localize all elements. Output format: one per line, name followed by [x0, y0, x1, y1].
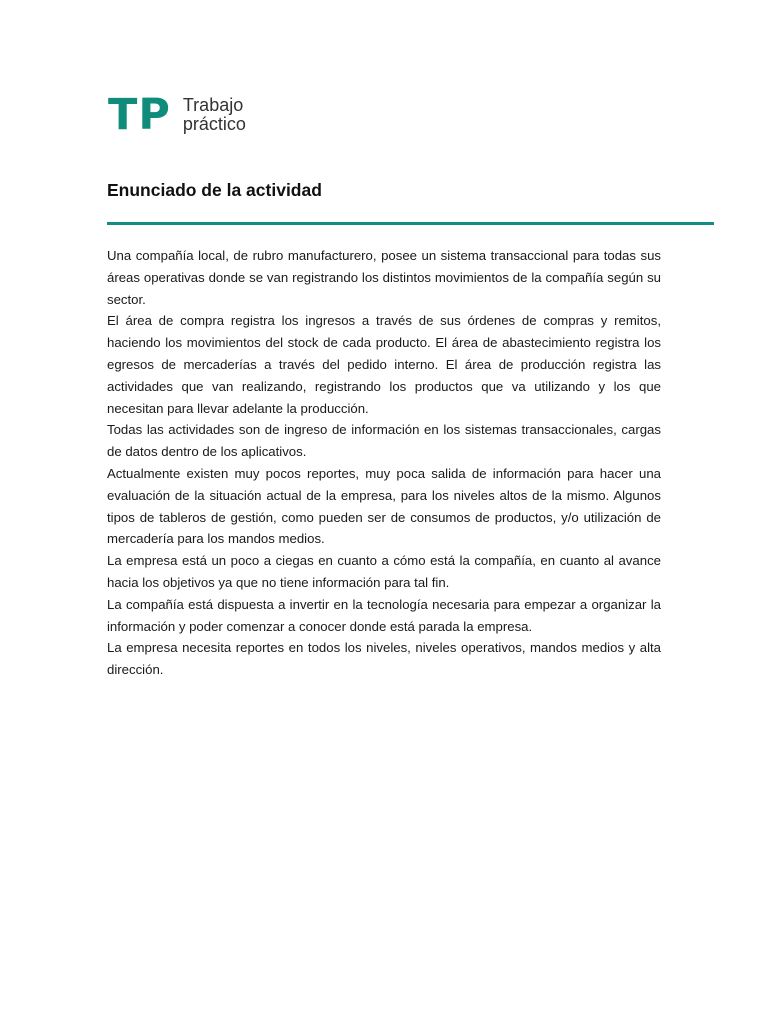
paragraph-7: La empresa necesita reportes en todos los niveles, niveles operativos, mandos medios y alta dirección.: [107, 640, 661, 678]
logo-word-practico: práctico: [182, 114, 246, 134]
logo-mark: TP: [108, 90, 171, 140]
activity-statement: [107, 245, 661, 681]
paragraph-6: La compañía está dispuesta a invertir en la tecnología necesaria para empezar a organizar la información y poder comenzar a conocer donde está parada la empresa.: [107, 596, 661, 634]
paragraph-2: El área de compra registra los ingresos a través de sus órdenes de compras y remitos, haciendo los movimientos del stock de cada producto. El área de abastecimiento registra los egresos de mercaderías a través del pedido interno. El área de producción registra las actividades que van realizando, registrando los productos que va utilizando y los que necesitan para llevar adelante la producción.: [107, 313, 661, 416]
tp-logo: [108, 90, 246, 140]
paragraph-5: La empresa está un poco a ciegas en cuanto a cómo está la compañía, en cuanto al avance hacia los objetivos ya que no tiene información para tal fin.: [107, 553, 661, 590]
section-title: Enunciado de la actividad: [107, 180, 322, 200]
logo-wordmark: [183, 96, 246, 134]
title-divider: [107, 222, 714, 225]
paragraph-3: Todas las actividades son de ingreso de información en los sistemas transaccionales, cargas de datos dentro de los aplicativos.: [107, 422, 661, 460]
paragraph-4: Actualmente existen muy pocos reportes, muy poca salida de información para hacer una evaluación de la situación actual de la empresa, para los niveles altos de la mismo. Algunos tipos de tableros de gestión, como pueden ser de consumos de productos, y/o utilización de mercadería para los mandos medios.: [107, 465, 661, 547]
paragraph-1: Una compañía local, de rubro manufacturero, posee un sistema transaccional para todas sus áreas operativas donde se van registrando los distintos movimientos de la compañía según su sector.: [107, 248, 661, 307]
logo-word-trabajo: Trabajo: [182, 95, 244, 115]
